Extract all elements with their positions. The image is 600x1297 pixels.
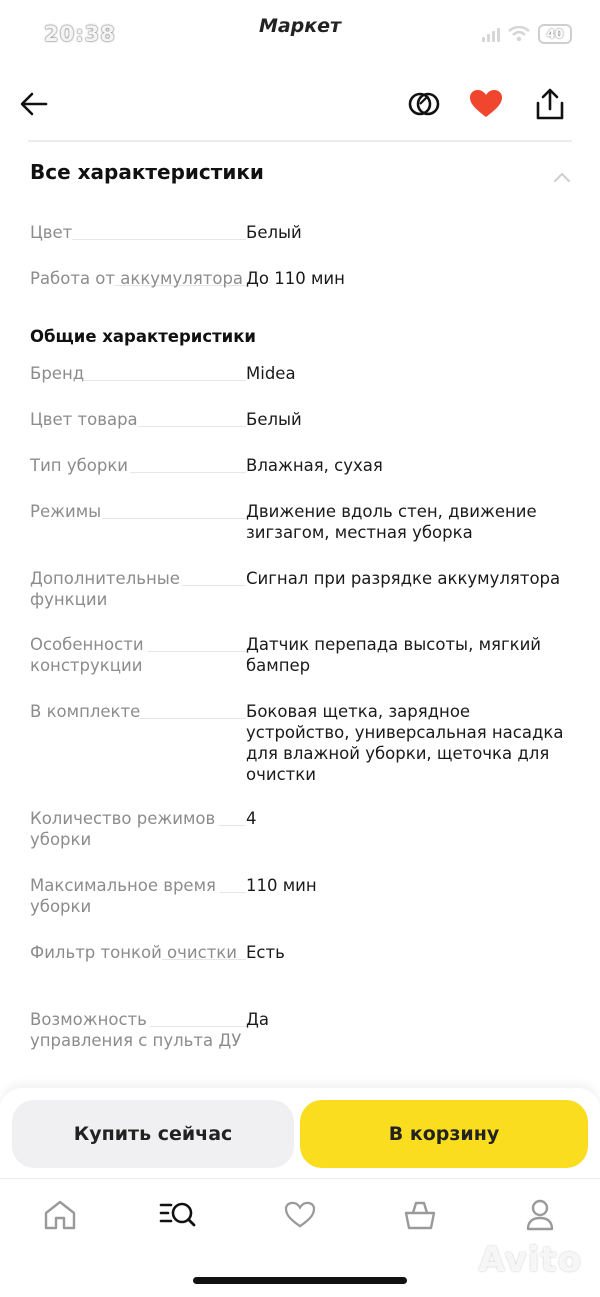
status-bar bbox=[0, 0, 600, 70]
spec-name: В комплекте bbox=[30, 702, 141, 721]
spec-name: Максимальное время уборки bbox=[30, 876, 216, 916]
home-indicator bbox=[193, 1277, 407, 1284]
spec-name: Особенности конструкции bbox=[30, 635, 144, 675]
signal-icon bbox=[482, 26, 500, 42]
spec-name: Возможность управления с пульта ДУ bbox=[30, 1010, 242, 1050]
group-title: Общие характеристики bbox=[30, 327, 256, 346]
spec-name: Тип уборки bbox=[30, 456, 129, 475]
spec-row bbox=[30, 363, 575, 409]
heart-outline-icon bbox=[284, 1201, 316, 1229]
cart-icon bbox=[403, 1199, 437, 1231]
status-time: 20:38 bbox=[44, 22, 116, 46]
tab-favorites[interactable] bbox=[280, 1195, 320, 1235]
spec-name: Количество режимов уборки bbox=[30, 809, 216, 849]
spec-name: Работа от аккумулятора bbox=[30, 269, 244, 288]
spec-value: Белый bbox=[246, 410, 302, 429]
spec-value: Движение вдоль стен, движение зигзагом, местная уборка bbox=[246, 502, 537, 542]
collapse-button[interactable] bbox=[550, 165, 574, 189]
add-to-cart-button[interactable]: В корзину bbox=[300, 1100, 588, 1168]
back-arrow-icon bbox=[20, 92, 48, 116]
general-specs bbox=[30, 363, 575, 1079]
wifi-icon bbox=[508, 26, 530, 42]
header-divider bbox=[28, 140, 572, 142]
spec-value: Боковая щетка, зарядное устройство, универсальная насадка для влажной уборки, щеточка для очистки bbox=[246, 702, 564, 784]
spec-row bbox=[30, 701, 575, 808]
tab-cart[interactable] bbox=[400, 1195, 440, 1235]
spec-name: Фильтр тонкой очистки bbox=[30, 943, 237, 962]
spec-value: Сигнал при разрядке аккумулятора bbox=[246, 569, 561, 588]
status-icons bbox=[482, 24, 572, 44]
spec-value: До 110 мин bbox=[246, 269, 345, 288]
spec-row bbox=[30, 808, 575, 875]
app-brand: Маркет bbox=[258, 15, 342, 37]
spec-row bbox=[30, 455, 575, 501]
spec-value: Есть bbox=[246, 943, 285, 962]
spec-value: Влажная, сухая bbox=[246, 456, 383, 475]
tab-profile[interactable] bbox=[520, 1195, 560, 1235]
spec-name: Дополнительные функции bbox=[30, 569, 180, 609]
spec-name: Цвет товара bbox=[30, 410, 138, 429]
spec-row bbox=[30, 568, 575, 634]
spec-value: Midea bbox=[246, 364, 296, 383]
spec-row bbox=[30, 501, 575, 568]
section-title: Все характеристики bbox=[30, 160, 264, 184]
tab-home[interactable] bbox=[40, 1195, 80, 1235]
battery-level: 40 bbox=[546, 27, 564, 41]
heart-filled-icon bbox=[469, 89, 503, 119]
spec-row bbox=[30, 222, 575, 268]
spec-row bbox=[30, 942, 575, 1009]
spec-value: Датчик перепада высоты, мягкий бампер bbox=[246, 635, 542, 675]
spec-value: 110 мин bbox=[246, 876, 317, 895]
bottom-actions bbox=[0, 1088, 600, 1178]
top-nav bbox=[0, 70, 600, 140]
chevron-up-icon bbox=[553, 171, 571, 183]
catalog-search-icon bbox=[159, 1199, 197, 1231]
spec-name: Цвет bbox=[30, 223, 73, 242]
share-button[interactable] bbox=[528, 82, 572, 126]
profile-icon bbox=[525, 1199, 555, 1231]
spec-name: Бренд bbox=[30, 364, 85, 383]
spec-value: Белый bbox=[246, 223, 302, 242]
spec-value: 4 bbox=[246, 809, 257, 828]
back-button[interactable] bbox=[12, 82, 56, 126]
spec-row bbox=[30, 875, 575, 942]
compare-icon bbox=[407, 87, 441, 121]
watermark-logo: Avito bbox=[478, 1240, 582, 1280]
home-icon bbox=[43, 1199, 77, 1231]
spec-value: Да bbox=[246, 1010, 270, 1029]
spec-row bbox=[30, 268, 575, 371]
spec-name: Режимы bbox=[30, 502, 102, 521]
tab-catalog[interactable] bbox=[158, 1195, 198, 1235]
spec-row bbox=[30, 634, 575, 701]
specs-list bbox=[30, 222, 575, 1050]
compare-button[interactable] bbox=[402, 82, 446, 126]
spec-row bbox=[30, 1009, 575, 1079]
battery-icon bbox=[538, 24, 572, 44]
favorite-button[interactable] bbox=[464, 82, 508, 126]
share-icon bbox=[535, 87, 565, 121]
spec-row bbox=[30, 409, 575, 455]
buy-now-button[interactable]: Купить сейчас bbox=[12, 1100, 294, 1168]
